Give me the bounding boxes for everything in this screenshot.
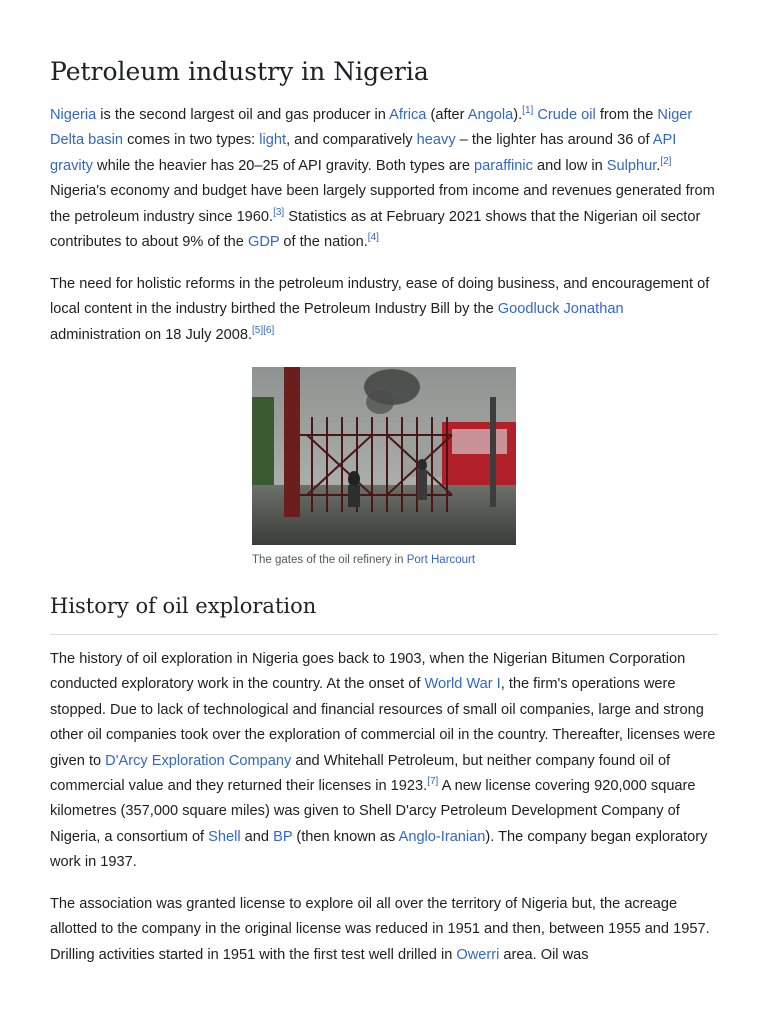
reference-superscript bbox=[263, 325, 274, 336]
text-run: and Whitehall Petroleum, but neither company found oil of commercial value and they returned their licenses in 1923. bbox=[50, 752, 671, 795]
reference-superscript bbox=[522, 105, 533, 116]
text-run: Nigeria's economy and budget have been largely supported from income and revenues generated from the petroleum industry since 1960. bbox=[50, 183, 715, 225]
reference-superscript bbox=[252, 325, 263, 336]
text-run: comes in two types: bbox=[123, 132, 260, 149]
link-anglo-iranian[interactable]: Anglo-Iranian bbox=[398, 828, 486, 845]
link-light[interactable]: light bbox=[259, 132, 287, 149]
reference-superscript bbox=[273, 207, 284, 218]
text-run: Statistics as at February 2021 shows that the Nigerian oil sector contributes to about 9% of the bbox=[50, 208, 701, 251]
heading-divider bbox=[50, 634, 718, 635]
figure bbox=[252, 367, 516, 568]
link-bp[interactable]: BP bbox=[273, 828, 293, 845]
reference-5[interactable]: [5] bbox=[252, 324, 264, 336]
text-run: – the lighter has around 36 of bbox=[455, 132, 653, 149]
reference-1[interactable]: [1] bbox=[522, 105, 534, 117]
text-run: ). bbox=[513, 107, 523, 123]
link-angola[interactable]: Angola bbox=[467, 107, 514, 123]
link-world-war-i[interactable]: World War I bbox=[424, 676, 501, 693]
text-run: ). The company began exploratory work in 1937. bbox=[50, 828, 708, 871]
link-heavy[interactable]: heavy bbox=[416, 132, 456, 149]
text-run: (then known as bbox=[292, 828, 399, 845]
link-d-arcy-exploration-company[interactable]: D'Arcy Exploration Company bbox=[105, 752, 292, 769]
caption-link-port-harcourt[interactable]: Port Harcourt bbox=[406, 554, 476, 566]
page-title: Petroleum industry in Nigeria bbox=[50, 57, 429, 86]
text-run: from the bbox=[595, 107, 658, 123]
text-run: A new license covering 920,000 square kilometres (357,000 square miles) was given to Shell D'arcy Petroleum Development Company of Nigeria, a consortium of bbox=[50, 778, 696, 845]
link-goodluck-jonathan[interactable]: Goodluck Jonathan bbox=[497, 301, 624, 318]
intro-paragraph-1 bbox=[50, 103, 718, 255]
link-api-gravity[interactable]: API gravity bbox=[50, 132, 677, 174]
caption-text: The gates of the oil refinery in bbox=[252, 554, 407, 566]
history-paragraph-1 bbox=[50, 647, 718, 876]
section-heading: History of oil exploration bbox=[50, 594, 317, 618]
refinery-gate-photo[interactable] bbox=[252, 367, 516, 545]
reference-2[interactable]: [2] bbox=[660, 155, 672, 167]
text-run: (after bbox=[426, 107, 468, 123]
reference-4[interactable]: [4] bbox=[367, 232, 379, 244]
section-history bbox=[50, 592, 718, 635]
text-run: The association was granted license to explore oil all over the territory of Nigeria but, the acreage allotted to the company in the original license was reduced in 1951 and then, between 1955 and 1957. Drilling activities started in 1951 with the first test well drilled in bbox=[50, 896, 710, 963]
text-run: and low in bbox=[532, 157, 607, 174]
link-owerri[interactable]: Owerri bbox=[456, 946, 500, 963]
link-paraffinic[interactable]: paraffinic bbox=[474, 157, 533, 174]
link-sulphur[interactable]: Sulphur bbox=[606, 157, 657, 174]
text-run: and bbox=[240, 828, 274, 845]
text-run: of the nation. bbox=[279, 234, 368, 251]
text-run: The need for holistic reforms in the petroleum industry, ease of doing business, and encouragement of local content in the industry birthed the Petroleum Industry Bill by the bbox=[50, 276, 710, 318]
reference-superscript bbox=[660, 156, 671, 167]
figure-caption bbox=[252, 552, 516, 568]
text-run: while the heavier has 20–25 of API gravity. Both types are bbox=[92, 157, 474, 174]
reference-superscript bbox=[368, 232, 379, 243]
link-nigeria[interactable]: Nigeria bbox=[50, 107, 97, 123]
text-run: administration on 18 July 2008. bbox=[50, 326, 253, 343]
text-run: , and comparatively bbox=[286, 132, 417, 149]
reference-6[interactable]: [6] bbox=[263, 324, 275, 336]
text-run: The history of oil exploration in Nigeria goes back to 1903, when the Nigerian Bitumen Corporation conducted exploratory work in the country. At the onset of bbox=[50, 651, 686, 693]
reference-superscript bbox=[427, 776, 438, 787]
link-crude-oil[interactable]: Crude oil bbox=[537, 107, 596, 123]
text-run: . bbox=[656, 157, 661, 174]
text-run: is the second largest oil and gas producer in bbox=[96, 107, 390, 123]
link-africa[interactable]: Africa bbox=[389, 107, 427, 123]
link-gdp[interactable]: GDP bbox=[247, 234, 280, 251]
link-shell[interactable]: Shell bbox=[208, 828, 241, 845]
reference-7[interactable]: [7] bbox=[427, 776, 439, 788]
intro-paragraph-2 bbox=[50, 272, 718, 348]
text-run: area. Oil was bbox=[499, 946, 589, 963]
link-niger-delta-basin[interactable]: Niger Delta basin bbox=[50, 107, 693, 149]
history-paragraph-2 bbox=[50, 892, 718, 968]
reference-3[interactable]: [3] bbox=[273, 206, 285, 218]
text-run: , the firm's operations were stopped. Due to lack of technological and financial resources of small oil companies, large and strong other oil companies took over the exploration of commercial oil in the country. Thereafter, licenses were given to bbox=[50, 676, 716, 769]
